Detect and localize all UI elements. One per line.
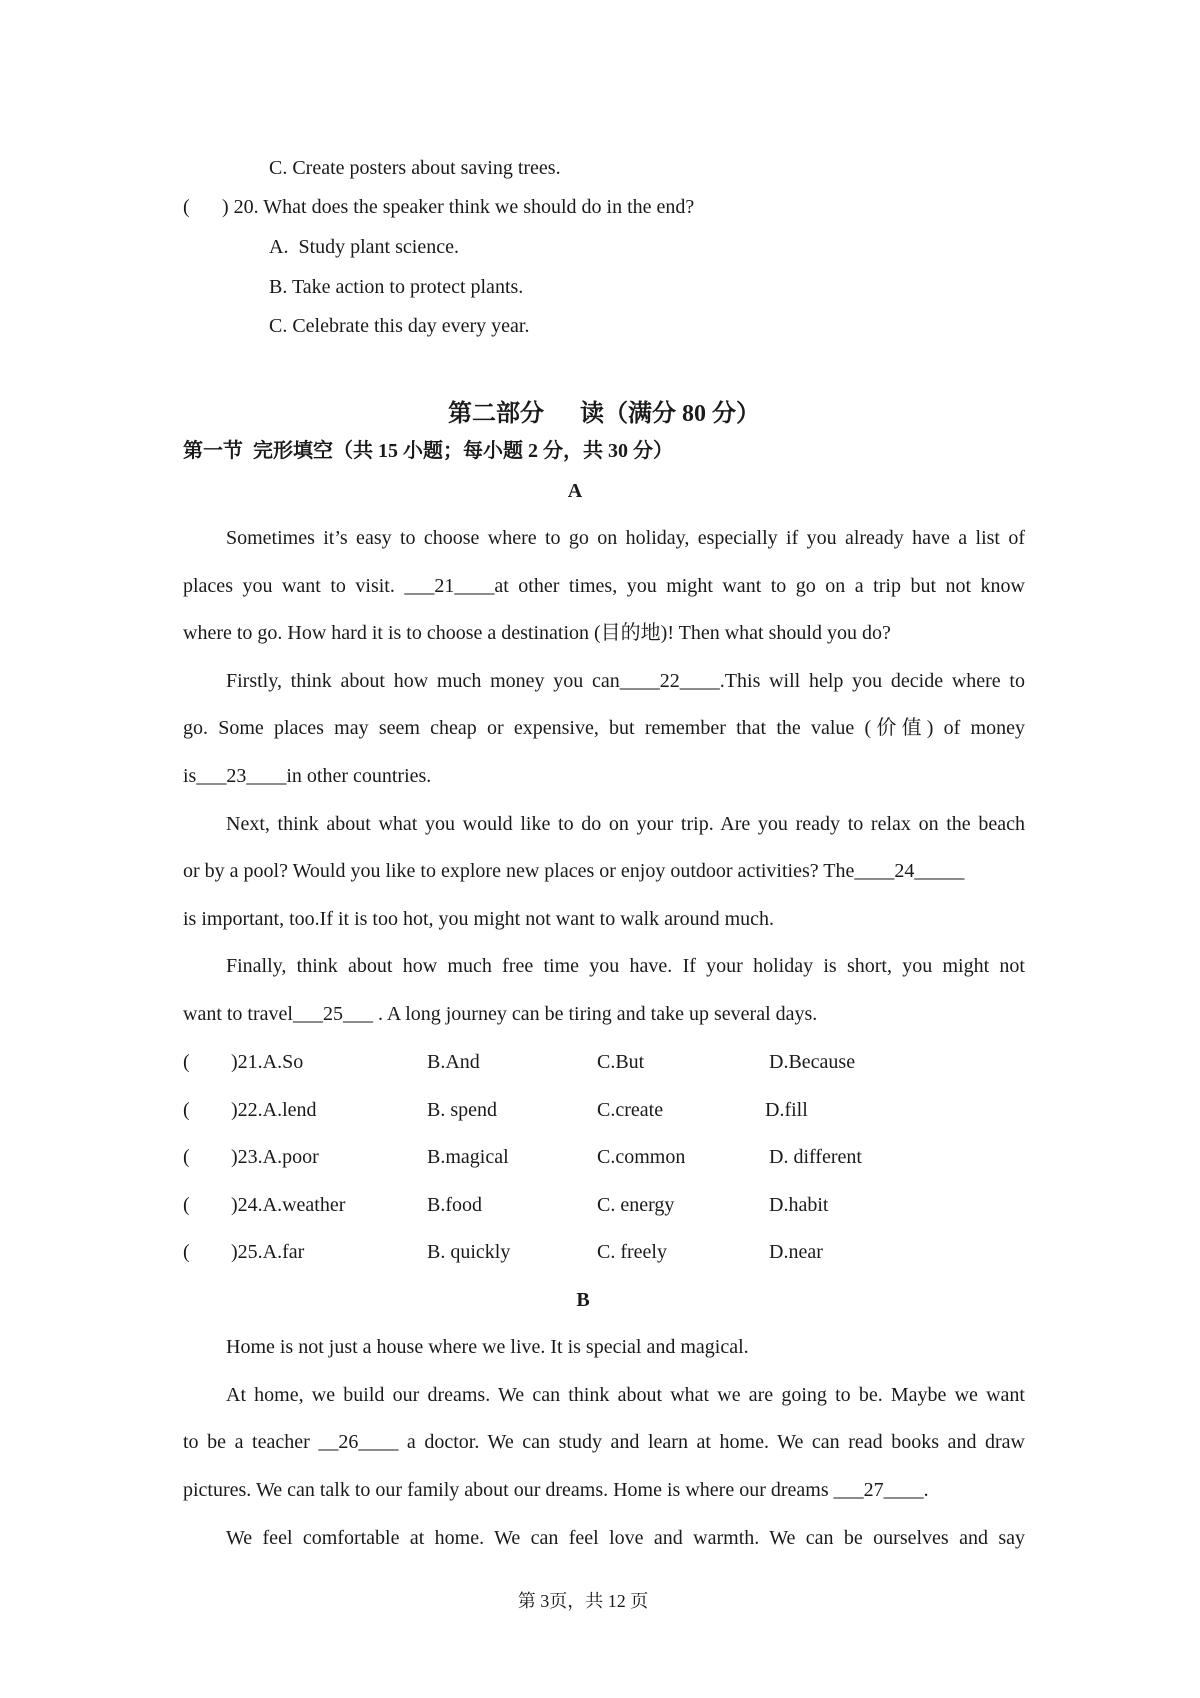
passage-b-label: B: [576, 1289, 590, 1311]
passage-b-line: pictures. We can talk to our family about our dreams. Home is where our dreams ___27____.: [183, 1479, 929, 1501]
option-a: )24.A.weather: [231, 1194, 346, 1216]
q20-option-c: C. Celebrate this day every year.: [269, 315, 530, 337]
option-b: B.magical: [427, 1146, 509, 1168]
option-c: C. energy: [597, 1194, 675, 1216]
answer-paren: (: [183, 1146, 190, 1168]
option-c: C.create: [597, 1099, 664, 1121]
option-c: C.common: [597, 1146, 686, 1168]
option-a: )23.A.poor: [231, 1146, 319, 1168]
passage-a-line: Firstly, think about how much money you can____22____.This will help you decide where to: [226, 670, 1025, 692]
q20-option-a: A. Study plant science.: [269, 236, 459, 258]
passage-a-line: is important, too.If it is too hot, you might not want to walk around much.: [183, 908, 775, 930]
passage-a-line: Next, think about what you would like to do on your trip. Are you ready to relax on the beach: [226, 813, 1025, 835]
option-d: D.fill: [765, 1099, 808, 1121]
passage-b-line: At home, we build our dreams. We can think about what we are going to be. Maybe we want: [226, 1384, 1025, 1406]
passage-b-line: We feel comfortable at home. We can feel love and warmth. We can be ourselves and say: [226, 1527, 1025, 1549]
q19-option-c: C. Create posters about saving trees.: [269, 157, 561, 179]
part2-title: 第二部分 读（满分 80 分）: [448, 401, 760, 427]
q20-answer-paren: (: [183, 196, 190, 218]
option-c: C. freely: [597, 1241, 667, 1263]
answer-paren: (: [183, 1241, 190, 1263]
option-c: C.But: [597, 1051, 645, 1073]
option-d: D.near: [769, 1241, 823, 1263]
passage-a-line: go. Some places may seem cheap or expensive, but remember that the value (价值) of money: [183, 717, 1025, 739]
q20-stem: ) 20. What does the speaker think we should do in the end?: [222, 196, 695, 218]
option-a: )22.A.lend: [231, 1099, 317, 1121]
answer-paren: (: [183, 1194, 190, 1216]
passage-a-line: Finally, think about how much free time you have. If your holiday is short, you might not: [226, 955, 1025, 977]
passage-a-line: Sometimes it’s easy to choose where to go on holiday, especially if you already have a list of: [226, 527, 1025, 549]
option-b: B.And: [427, 1051, 480, 1073]
section1-title: 第一节 完形填空（共 15 小题；每小题 2 分，共 30 分）: [183, 440, 673, 462]
option-b: B.food: [427, 1194, 482, 1216]
passage-a-line: is___23____in other countries.: [183, 765, 432, 787]
option-b: B. spend: [427, 1099, 497, 1121]
option-d: D. different: [769, 1146, 862, 1168]
passage-a-line: where to go. How hard it is to choose a destination (目的地)! Then what should you do?: [183, 622, 891, 644]
answer-paren: (: [183, 1099, 190, 1121]
passage-a-label: A: [567, 480, 583, 502]
passage-a-line: or by a pool? Would you like to explore new places or enjoy outdoor activities? The____24_____: [183, 860, 965, 882]
option-a: )25.A.far: [231, 1241, 305, 1263]
option-a: )21.A.So: [231, 1051, 304, 1073]
passage-a-line: want to travel___25___ . A long journey can be tiring and take up several days.: [183, 1003, 818, 1025]
q20-option-b: B. Take action to protect plants.: [269, 276, 524, 298]
passage-b-line: to be a teacher __26____ a doctor. We can study and learn at home. We can read books and draw: [183, 1431, 1025, 1453]
passage-b-line: Home is not just a house where we live. It is special and magical.: [226, 1336, 749, 1358]
option-b: B. quickly: [427, 1241, 511, 1263]
passage-a-line: places you want to visit. ___21____at other times, you might want to go on a trip but not know: [183, 575, 1025, 597]
page-footer: 第 3页，共 12 页: [517, 1591, 649, 1611]
option-d: D.habit: [769, 1194, 829, 1216]
answer-paren: (: [183, 1051, 190, 1073]
option-d: D.Because: [769, 1051, 856, 1073]
